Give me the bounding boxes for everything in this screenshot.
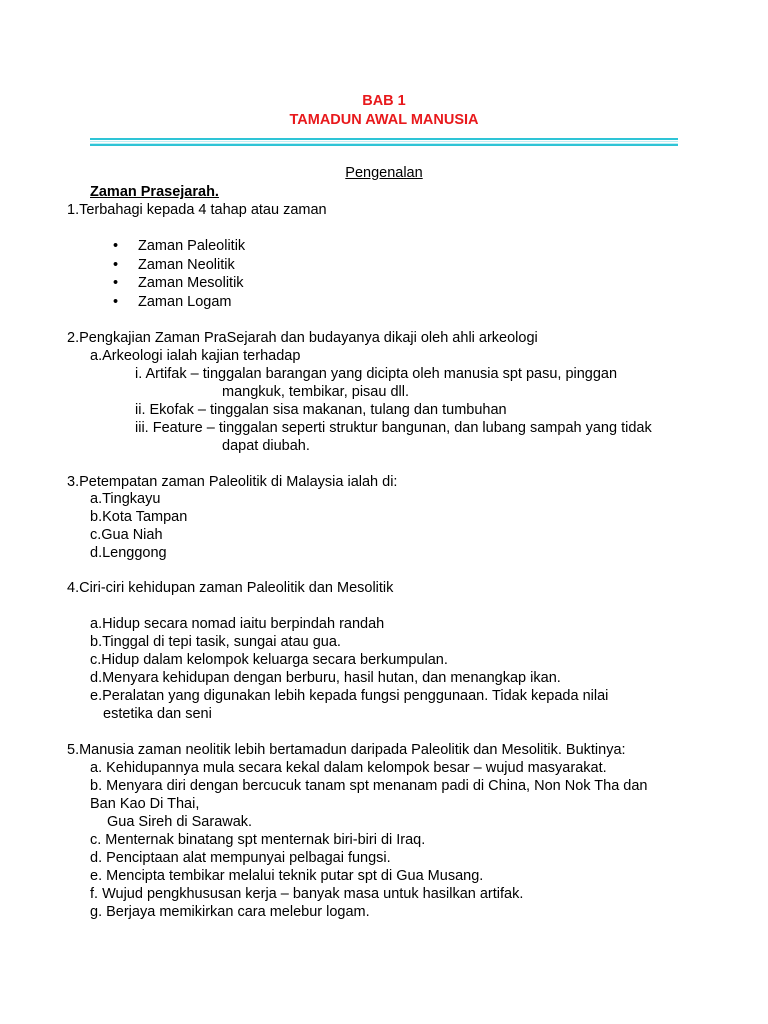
list-item: f. Wujud pengkhususan kerja – banyak masa untuk hasilkan artifak. [90, 886, 524, 902]
list-item: b.Kota Tampan [90, 509, 188, 525]
list-item: d.Menyara kehidupan dengan berburu, hasil hutan, dan menangkap ikan. [90, 670, 561, 686]
section-heading: Pengenalan [345, 165, 423, 181]
list-item: b. Menyara diri dengan bercucuk tanam spt menanam padi di China, Non Nok Tha dan [90, 778, 648, 794]
title-divider [90, 138, 678, 146]
list-item-cont: Gua Sireh di Sarawak. [107, 814, 253, 830]
bullet-icon: • [113, 238, 119, 254]
list-item: e.Peralatan yang digunakan lebih kepada fungsi penggunaan. Tidak kepada nilai [90, 688, 609, 704]
list-item: e. Mencipta tembikar melalui teknik putar spt di Gua Musang. [90, 868, 484, 884]
point-2: 2.Pengkajian Zaman PraSejarah dan budayanya dikaji oleh ahli arkeologi [67, 330, 538, 346]
list-item: a. Kehidupannya mula secara kekal dalam kelompok besar – wujud masyarakat. [90, 760, 607, 776]
point-3: 3.Petempatan zaman Paleolitik di Malaysia ialah di: [67, 474, 398, 490]
list-item: c. Menternak binatang spt menternak biri-biri di Iraq. [90, 832, 426, 848]
point-2-ekofak: ii. Ekofak – tinggalan sisa makanan, tulang dan tumbuhan [135, 402, 507, 418]
point-5: 5.Manusia zaman neolitik lebih bertamadun daripada Paleolitik dan Mesolitik. Buktinya: [67, 742, 626, 758]
list-item: a.Tingkayu [90, 491, 161, 507]
chapter-number: BAB 1 [362, 93, 406, 109]
list-item: g. Berjaya memikirkan cara melebur logam. [90, 904, 370, 920]
point-2-feature: iii. Feature – tinggalan seperti struktur bangunan, dan lubang sampah yang tidak [135, 420, 652, 436]
list-item-cont: Ban Kao Di Thai, [90, 796, 200, 812]
point-2-sub-a: a.Arkeologi ialah kajian terhadap [90, 348, 301, 364]
chapter-title: TAMADUN AWAL MANUSIA [289, 112, 479, 128]
list-item: d. Penciptaan alat mempunyai pelbagai fungsi. [90, 850, 391, 866]
bullet-icon: • [113, 257, 119, 273]
bullet-icon: • [113, 294, 119, 310]
list-item-cont: estetika dan seni [103, 706, 212, 722]
point-2-artifak-cont: mangkuk, tembikar, pisau dll. [222, 384, 409, 400]
subheading: Zaman Prasejarah. [90, 184, 219, 200]
point-2-feature-cont: dapat diubah. [222, 438, 310, 454]
point-1: 1.Terbahagi kepada 4 tahap atau zaman [67, 202, 327, 218]
point-2-artifak: i. Artifak – tinggalan barangan yang dicipta oleh manusia spt pasu, pinggan [135, 366, 618, 382]
point-4: 4.Ciri-ciri kehidupan zaman Paleolitik dan Mesolitik [67, 580, 394, 596]
list-item: a.Hidup secara nomad iaitu berpindah randah [90, 616, 385, 632]
bullet-icon: • [113, 275, 119, 291]
list-item: b.Tinggal di tepi tasik, sungai atau gua. [90, 634, 341, 650]
list-item: d.Lenggong [90, 545, 167, 561]
list-item: c.Gua Niah [90, 527, 163, 543]
list-item: c.Hidup dalam kelompok keluarga secara berkumpulan. [90, 652, 448, 668]
